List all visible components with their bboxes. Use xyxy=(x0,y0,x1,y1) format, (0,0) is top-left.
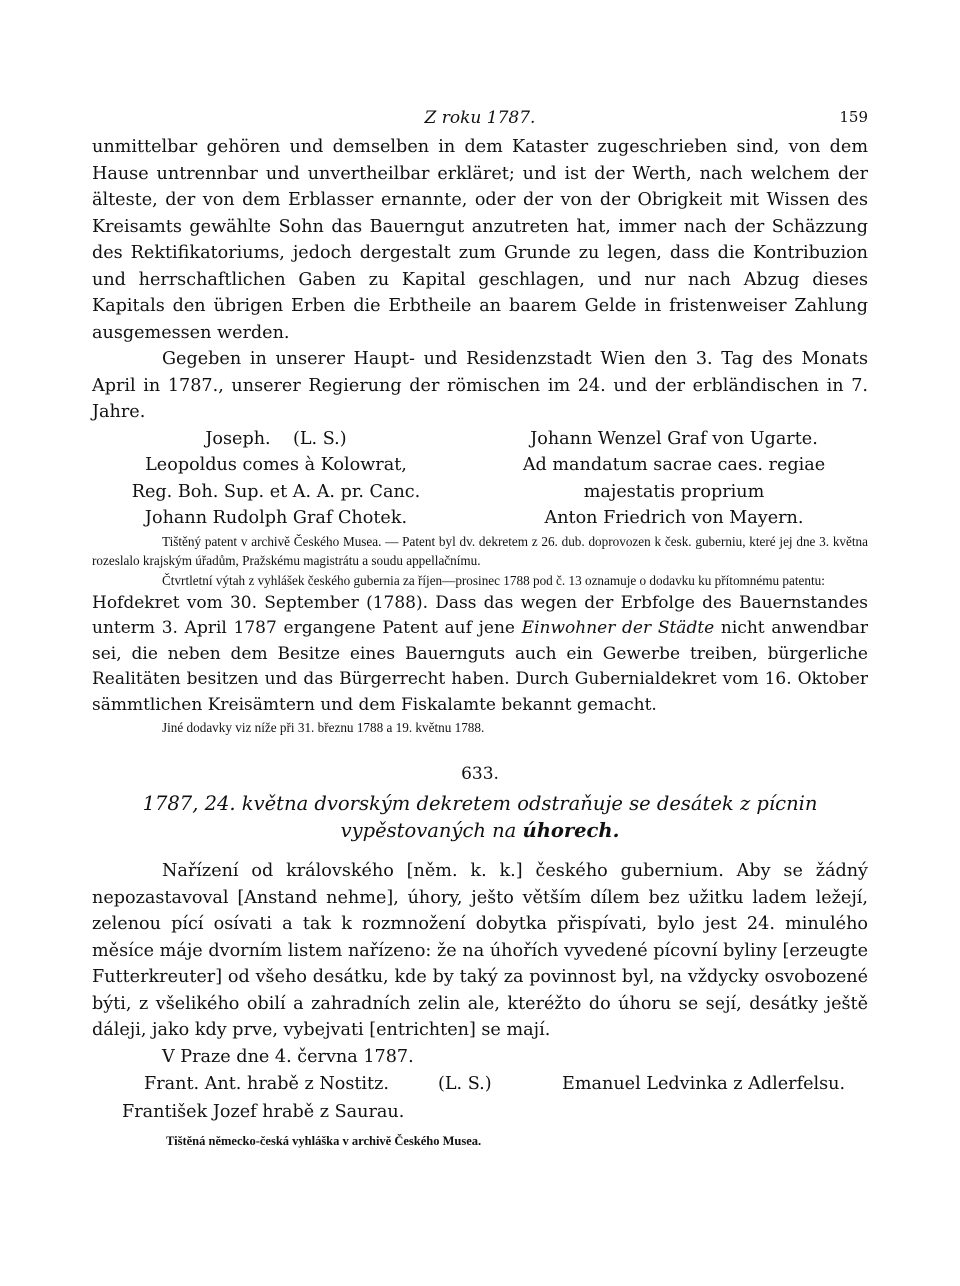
signature-line: Joseph. (L. S.) xyxy=(205,428,347,449)
page-header xyxy=(92,100,868,134)
signature-saurau: František Jozef hrabě z Saurau. xyxy=(122,1102,405,1123)
signature-left-column xyxy=(92,426,480,532)
ordinance-paragraph: Nařízení od královského [něm. k. k.] českého gubernium. Aby se žádný nepozastavoval [Anstand nehme], úhory, ješto větším dílem bez užitku ladem ležejí, zelenou pící osívati a tak k rozmnožení dobytka přispívati, bylo jest 24. minulého měsíce máje dvorním listem nařízeno: že na úhořích vyvedené pícovní byliny [erzeugte Futterkreuter] od všeho desátku, kde by taký za povinnost byl, na vždycky osvobozené býti, z všelikého obilí a zahradních zelin ale, kteréžto do úhoru se sejí, desátky ještě dáleji, jako kdy prve, vybejvati [entrichten] se mají. xyxy=(92,861,868,1041)
signature-line: majestatis proprium xyxy=(583,481,765,502)
closing-archival-note: Tištěná německo-česká vyhláška v archivě Českého Musea. xyxy=(166,1134,482,1149)
signature-ledvinka: Emanuel Ledvinka z Adlerfelsu. xyxy=(562,1074,846,1095)
hofdekret-emphasis: Einwohner der Städte xyxy=(521,618,715,639)
hofdekret-paragraph xyxy=(92,591,868,719)
signature-line: Reg. Boh. Sup. et A. A. pr. Canc. xyxy=(131,481,421,502)
seal-mark: (L. S.) xyxy=(438,1074,492,1095)
dateline: V Praze dne 4. června 1787. xyxy=(162,1046,414,1067)
hofdekret-text: Hofdekret vom 30. September (1788). Dass das wegen der Erbfolge des Bauernstandes unterm 3. April 1787 ergangene Patent auf jene xyxy=(92,592,868,639)
signature-nostitz: Frant. Ant. hrabě z Nostitz. xyxy=(144,1074,389,1095)
document-page xyxy=(92,100,868,1149)
signature-right-column xyxy=(480,426,868,532)
paragraph-continuation: unmittelbar gehören und demselben in dem Kataster zugeschrieben sind, von dem Hause untrennbar und unvertheilbar erkläret; und ist der Werth, nach welchem der älteste, der von dem Erblasser ernannte, oder der von der Obrigkeit mit Wissen des Kreisamts gewählte Sohn das Bauerngut anzutreten hat, immer nach der Schäzzung des Rektifikatoriums, jedoch dergestalt zum Grunde zu legen, dass die Kontribuzion und herrschaftlichen Gaben zu Kapital geschlagen, und nur nach Abzug dieses Kapitals den übrigen Erben die Erbtheile an baarem Gelde in fristenweiser Zahlung ausgemessen werden. xyxy=(92,137,868,343)
addendum-note: Čtvrtletní výtah z vyhlášek českého gubernia za říjen—prosinec 1788 pod č. 13 oznamuje o dodavku ku přítomnému patentu: xyxy=(162,573,825,589)
running-title: Z roku 1787. xyxy=(424,108,536,128)
signature-line: Johann Rudolph Graf Chotek. xyxy=(144,508,408,528)
page-number: 159 xyxy=(839,108,868,126)
signature-block-633 xyxy=(92,1070,868,1126)
signature-line: Anton Friedrich von Mayern. xyxy=(544,508,804,528)
document-number: 633. xyxy=(461,764,499,785)
document-title xyxy=(102,790,858,844)
document-title-text: 1787, 24. května dvorským dekretem odstraňuje se desátek z pícnin vypěstovaných na xyxy=(142,792,818,843)
signature-block xyxy=(92,426,868,532)
hofdekret-text-end: nicht anwendbar sei, die neben dem Besitze eines Bauernguts auch ein Gewerbe treiben, bürgerliche Realitäten besitzen und das Bürgerrecht haben. Durch Gubernialdekret vom 16. Oktober sämmtlichen Kreisämtern und dem Fiskalamte bekannt gemacht. xyxy=(92,618,868,715)
signature-line: Ad mandatum sacrae caes. regiae xyxy=(522,455,826,475)
signature-line: Johann Wenzel Graf von Ugarte. xyxy=(530,428,818,449)
signature-line: Leopoldus comes à Kolowrat, xyxy=(145,455,407,475)
archival-note: Tištěný patent v archivě Českého Musea. — Patent byl dv. dekretem z 26. dub. doprovozen k česk. guberniu, které jej dne 3. května rozeslalo krajským úřadům, Pražskému magistrátu a soudu appellačnímu. xyxy=(92,533,868,569)
paragraph-given: Gegeben in unserer Haupt- und Residenzstadt Wien den 3. Tag des Monats April in 1787., unserer Regierung der römischen im 24. und der erbländischen in 7. Jahre. xyxy=(92,349,868,422)
document-title-emphasis: úhorech. xyxy=(522,819,620,843)
cross-reference-note: Jiné dodavky viz níže při 31. březnu 1788 a 19. květnu 1788. xyxy=(162,720,485,736)
